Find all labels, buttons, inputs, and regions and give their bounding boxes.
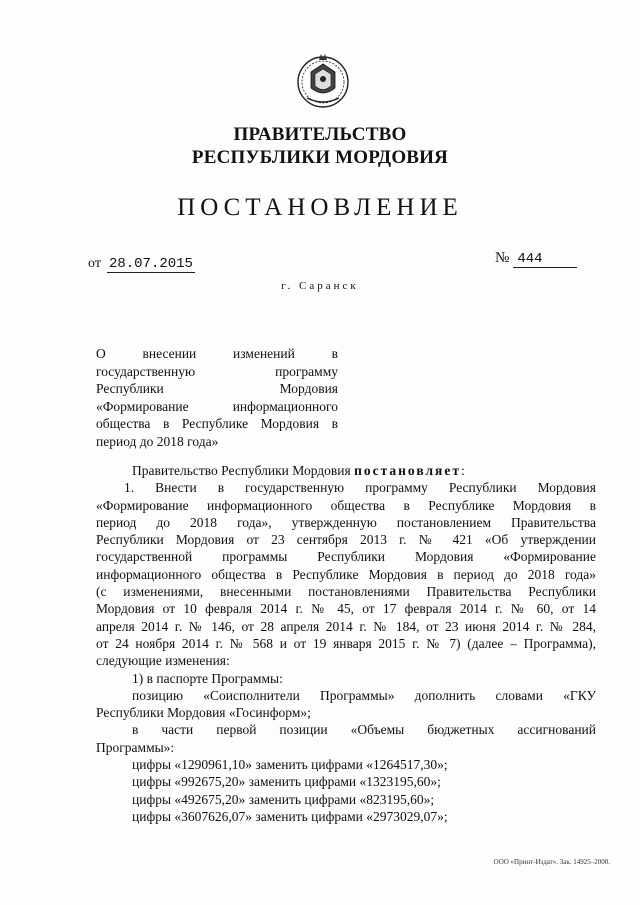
- body-line: 1) в паспорте Программы:: [132, 670, 283, 686]
- body-intro: [96, 462, 596, 479]
- body-line: цифры «1290961,10» заменить цифрами «1264517,30»;: [132, 757, 448, 773]
- date-field: [88, 256, 195, 273]
- subject-line: государственную программу: [96, 363, 338, 379]
- subject-line: Республики Мордовия: [96, 381, 338, 396]
- org-name-line1: ПРАВИТЕЛЬСТВО: [233, 124, 407, 145]
- body-line: информационного общества в Республике Мордовия в период до 2018 года»: [96, 566, 596, 582]
- body-line: (с изменениями, внесенными постановлениями Правительства Республики: [96, 584, 596, 600]
- printer-imprint: ООО «Принт-Издат». Зак. 14925–2000.: [493, 858, 610, 866]
- body-line: цифры «492675,20» заменить цифрами «823195,60»;: [132, 791, 435, 807]
- city-name: г. Саранск: [281, 280, 359, 292]
- body-line: от 24 ноября 2014 г. № 568 и от 19 января 2015 г. № 7) (далее – Программа),: [96, 635, 596, 651]
- body-line: Республики Мордовия «Госинформ»;: [96, 705, 311, 721]
- body-line: «Формирование информационного общества в Республике Мордовия в: [96, 497, 596, 513]
- body-line: позицию «Соисполнители Программы» дополнить словами «ГКУ: [132, 687, 596, 703]
- body-line: апреля 2014 г. № 146, от 28 апреля 2014 г. № 184, от 23 июня 2014 г. № 284,: [96, 618, 596, 634]
- document-subject: [96, 345, 338, 450]
- org-name-line2: РЕСПУБЛИКИ МОРДОВИЯ: [191, 147, 449, 168]
- body-line: в части первой позиции «Объемы бюджетных ассигнований: [132, 722, 596, 738]
- subject-line: период до 2018 года»: [96, 433, 219, 449]
- document-type-title: ПОСТАНОВЛЕНИЕ: [177, 194, 463, 221]
- body-line: государственной программы Республики Мордовия «Формирование: [96, 549, 596, 565]
- intro-spaced-verb: постановляет: [354, 463, 461, 478]
- body-line: 1. Внести в государственную программу Республики Мордовия: [124, 480, 596, 496]
- body-line: цифры «992675,20» заменить цифрами «1323195,60»;: [132, 774, 441, 790]
- body-line: Мордовия от 10 февраля 2014 г. № 45, от 17 февраля 2014 г. № 60, от 14: [96, 601, 596, 617]
- subject-line: О внесении изменений в: [96, 346, 338, 361]
- number-field: [495, 250, 577, 268]
- date-prefix: от: [88, 256, 101, 271]
- body-line: цифры «3607626,07» заменить цифрами «2973029,07»;: [132, 808, 448, 824]
- coat-of-arms-emblem: [293, 50, 353, 110]
- body-line: Программы»:: [96, 739, 175, 755]
- number-prefix: №: [495, 250, 510, 266]
- subject-line: общества в Республике Мордовия в: [96, 416, 338, 431]
- body-line: следующие изменения:: [96, 653, 230, 669]
- body-line: период до 2018 года», утвержденную постановлением Правительства: [96, 514, 596, 530]
- intro-text: Правительство Республики Мордовия: [132, 463, 351, 478]
- number-value: 444: [513, 251, 577, 268]
- intro-tail: :: [460, 463, 465, 478]
- body-line: Республики Мордовия от 23 сентября 2013 г. № 421 «Об утверждении: [96, 532, 596, 548]
- subject-line: «Формирование информационного: [96, 398, 338, 414]
- date-value: 28.07.2015: [108, 256, 193, 272]
- document-body: [96, 462, 596, 825]
